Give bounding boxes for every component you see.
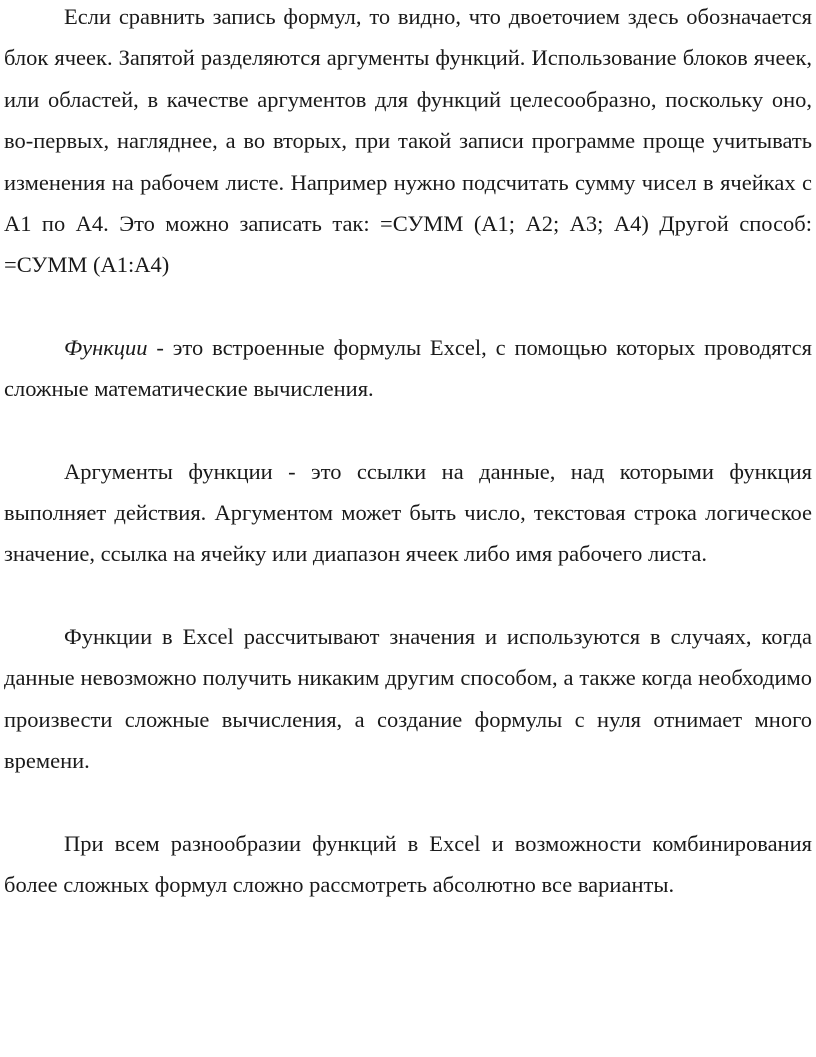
paragraph-functions-definition (4, 327, 812, 410)
term-functions: Функции (64, 334, 148, 360)
paragraph-function-arguments: Аргументы функции - это ссылки на данные, над которыми функция выполняет действия. Аргументом может быть число, текстовая строка логическое значение, ссылка на ячейку или диапазон ячеек либо имя рабочего листа. (4, 458, 812, 567)
paragraph-variety-of-functions: При всем разнообразии функций в Excel и возможности комбинирования более сложных формул сложно рассмотреть абсолютно все варианты. (4, 830, 812, 897)
functions-definition-text: - это встроенные формулы Excel, с помощью которых проводятся сложные математические вычисления. (4, 334, 812, 402)
paragraph-formula-notation: Если сравнить запись формул, то видно, что двоеточием здесь обозначается блок ячеек. Запятой разделяются аргументы функций. Использование блоков ячеек, или областей, в качестве аргументов для функций целесообразно, поскольку оно, во-первых, нагляднее, а во вторых, при такой записи программе проще учитывать изменения на рабочем листе. Например нужно подсчитать сумму чисел в ячейках с А1 по А4. Это можно записать так: =СУММ (А1; А2; А3; А4) Другой способ: =СУММ (А1:А4) (4, 4, 812, 278)
paragraph-excel-functions-usage: Функции в Excel рассчитывают значения и используются в случаях, когда данные невозможно получить никаким другим способом, а также когда необходимо произвести сложные вычисления, а создание формулы с нуля отнимает много времени. (4, 623, 812, 774)
